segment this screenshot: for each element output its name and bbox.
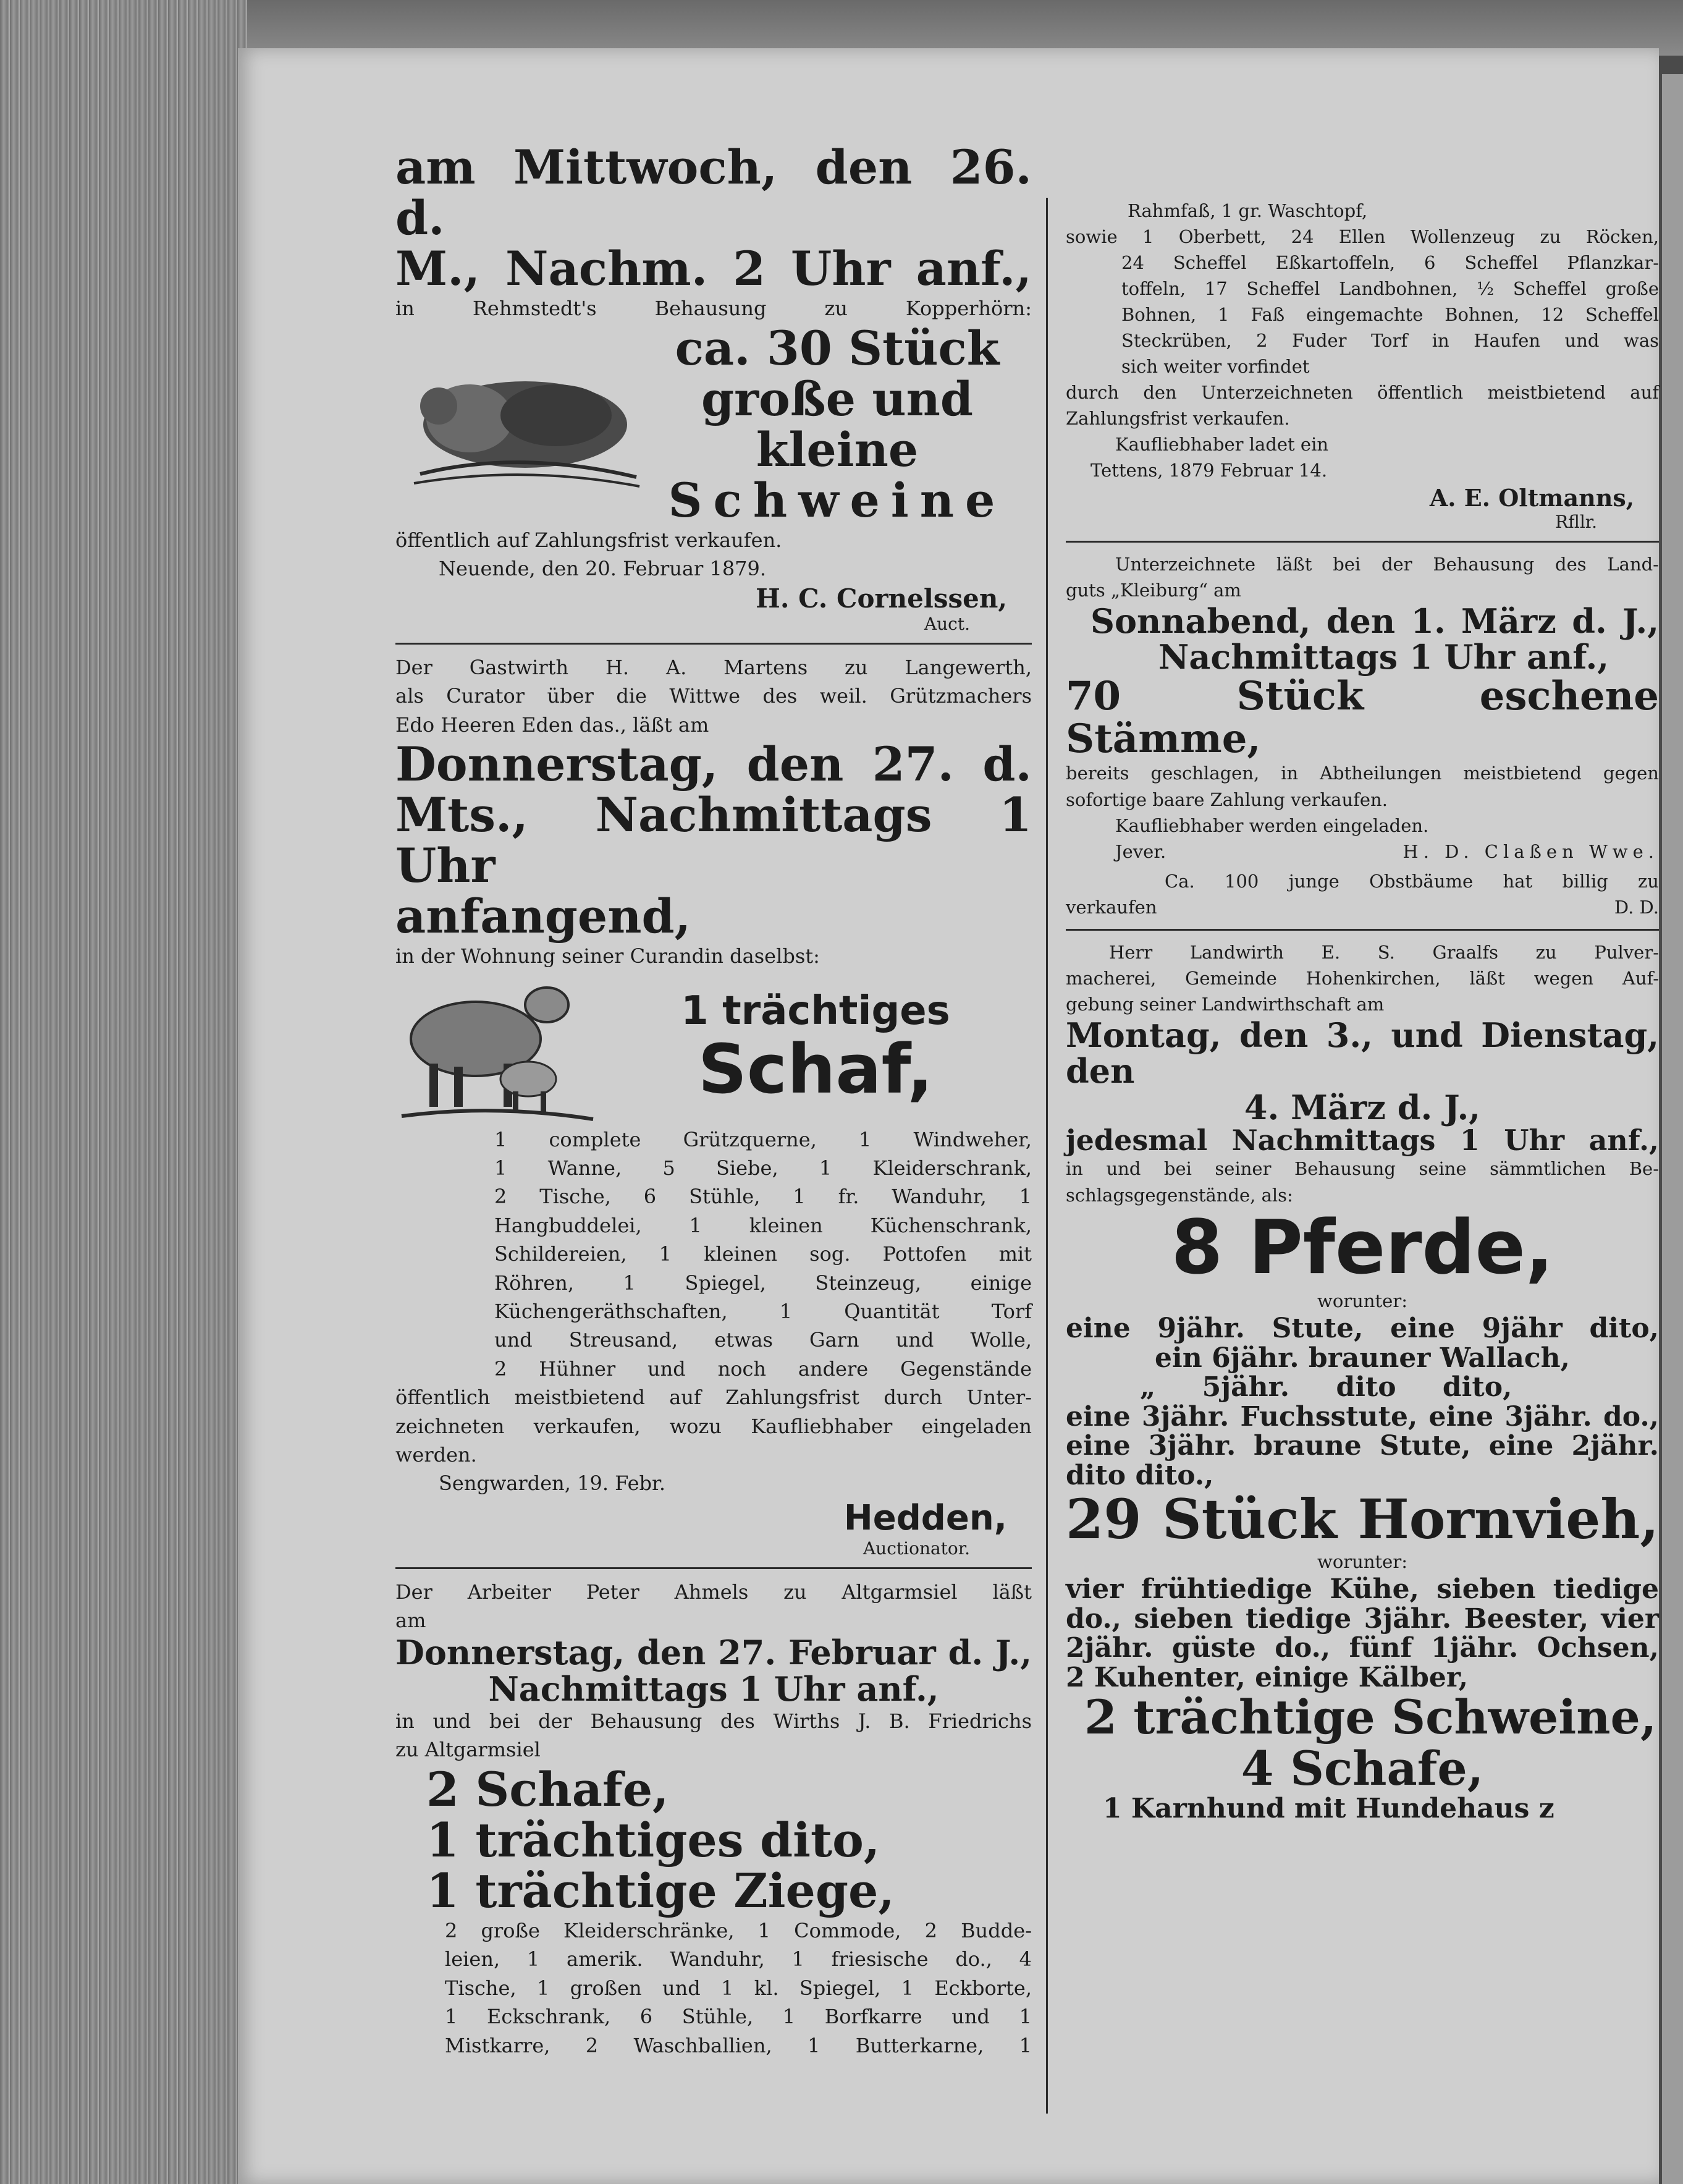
ad-intro: am [395,1609,426,1633]
list-line: Schildereien, 1 kleinen sog. Pottofen mit [494,1242,1032,1266]
ad-closing: zeichneten verkaufen, wozu Kaufliebhaber eingeladen [395,1414,1032,1438]
cattle-line: 2 Kuhenter, einige Kälber, [1066,1661,1469,1693]
ad-footer [1066,894,1659,920]
ad-date-line: am Mittwoch, den 26. d. [395,140,1032,246]
ad-item-pigs: 2 trächtige Schweine, [1084,1690,1657,1745]
list-line: leien, 1 amerik. Wanduhr, 1 friesische do., 4 [445,1947,1032,1971]
ad-intro: als Curator über die Wittwe des weil. Grützmachers [395,684,1032,708]
ad-intro: gebung seiner Landwirthschaft am [1066,993,1385,1015]
ad-classen [1066,551,1659,865]
ad-headline [643,320,1032,528]
ad-item-horses: 8 Pferde, [1171,1204,1554,1291]
ad-item-cattle: 29 Stück Hornvieh, [1066,1487,1659,1552]
ad-line: Ca. 100 junge Obstbäume hat billig zu [1165,870,1659,892]
ad-footer [1066,839,1659,865]
list-line: Hangbuddelei, 1 kleinen Küchenschrank, [494,1213,1032,1237]
ad-item: Schaf, [698,1029,934,1109]
ad-time-line: Nachmittags 1 Uhr anf., [488,1669,939,1709]
ad-time-line: anfangend, [395,889,691,944]
ad-separator [1066,541,1659,543]
ad-location: in und bei seiner Behausung seine sämmtlichen Be- [1066,1158,1659,1180]
ad-item-list [395,1125,1032,1384]
ad-schweine [395,142,1032,634]
ad-item-sheep: 4 Schafe, [1241,1740,1484,1796]
list-line: 1 Eckschrank, 6 Stühle, 1 Borfkarre und 1 [445,2005,1032,2029]
ad-intro: Der Arbeiter Peter Ahmels zu Altgarmsiel läßt [395,1580,1032,1604]
ad-signature: H. D. Claßen Wwe. [1402,840,1659,862]
ad-sale-terms: öffentlich auf Zahlungsfrist verkaufen. [395,528,782,552]
ad-intro: Herr Landwirth E. S. Graalfs zu Pulver- [1109,941,1659,963]
ad-size: große und kleine [701,371,974,477]
ad-time-line: M., Nachm. 2 Uhr anf., [395,241,1032,297]
ad-signature: H. C. Cornelssen, [756,583,1007,614]
ad-line: sich weiter vorfindet [1121,356,1310,378]
ad-line: Kaufliebhaber ladet ein [1115,434,1329,455]
ad-item: 1 trächtiges [681,988,950,1034]
list-line: und Streusand, etwas Garn und Wolle, [494,1328,1032,1352]
ad-line: Rahmfaß, 1 gr. Waschtopf, [1128,200,1368,221]
ad-intro: Der Gastwirth H. A. Martens zu Langewerth, [395,655,1032,679]
ad-separator [395,1567,1032,1569]
list-line: Tische, 1 großen und 1 kl. Spiegel, 1 Eckborte, [445,1976,1032,2000]
ad-invite: Kaufliebhaber werden eingeladen. [1115,815,1429,836]
list-line: Mistkarre, 2 Waschballien, 1 Butterkarne, 1 [445,2033,1032,2057]
ad-closing: öffentlich meistbietend auf Zahlungsfrist durch Unter- [395,1386,1032,1410]
horse-line: „ 5jähr. dito dito, [1140,1371,1512,1403]
ad-intro: Unterzeichnete läßt bei der Behausung des Land- [1115,553,1659,575]
ad-headline [599,988,1032,1109]
ad-among: worunter: [1317,1551,1407,1573]
list-line: 1 Wanne, 5 Siebe, 1 Kleiderschrank, [494,1156,1032,1180]
horse-line: eine 3jähr. braune Stute, eine 2jähr. [1066,1430,1659,1462]
book-page-edges [0,0,247,2184]
ad-signature: Hedden, [843,1497,1007,1538]
horse-line: dito dito., [1066,1459,1214,1491]
ad-closing: werden. [395,1442,477,1467]
ad-separator [395,643,1032,645]
ad-line: sowie 1 Oberbett, 24 Ellen Wollenzeug zu Röcken, [1066,226,1659,248]
ad-location: in und bei der Behausung des Wirths J. B. Friedrichs [395,1709,1032,1733]
ad-time-line: Nachmittags 1 Uhr anf., [1158,637,1609,677]
ad-line: toffeln, 17 Scheffel Landbohnen, ½ Scheffel große [1121,278,1659,300]
ad-date-line: Donnerstag, den 27. Februar d. J., [395,1633,1032,1673]
ad-intro: guts „Kleiburg“ am [1066,579,1241,601]
ad-signature-title: Auctionator. [863,1538,970,1559]
ad-body: sofortige baare Zahlung verkaufen. [1066,789,1388,810]
ad-ahmels [395,1578,1032,2060]
ad-count: ca. 30 Stück [675,320,1000,376]
ad-location: zu Altgarmsiel [395,1738,541,1762]
cattle-line: vier frühtiedige Kühe, sieben tiedige [1066,1573,1659,1606]
ad-among: worunter: [1317,1290,1407,1312]
cattle-line: 2jähr. güste do., fünf 1jähr. Ochsen, [1066,1632,1659,1664]
ad-schaf [395,653,1032,1559]
right-column [1066,198,1659,1823]
ad-date-line: 4. März d. J., [1244,1087,1481,1127]
ad-line: Zahlungsfrist verkaufen. [1066,408,1290,430]
ad-item: 70 Stück eschene Stämme, [1066,673,1659,763]
ad-headline-row [395,320,1032,528]
horse-line: eine 9jähr. Stute, eine 9jähr dito, [1066,1313,1659,1345]
ad-date-line: Montag, den 3., und Dienstag, den [1066,1015,1659,1091]
ad-place-date: Neuende, den 20. Februar 1879. [439,557,767,581]
ad-item: Schweine [668,472,1006,528]
cattle-line: do., sieben tiedige 3jähr. Beester, vier [1066,1602,1659,1635]
ad-location: in Rehmstedt's Behausung zu Kopperhörn: [395,297,1032,321]
ad-line: Steckrüben, 2 Fuder Torf in Haufen und was [1121,330,1659,352]
left-column [395,142,1032,2060]
list-line: 2 Hühner und noch andere Gegenstände [494,1357,1032,1381]
ad-headline-row [395,971,1032,1125]
ad-place-date: Sengwarden, 19. Febr. [439,1471,665,1496]
horse-line: ein 6jähr. brauner Wallach, [1155,1342,1570,1374]
ad-signature: D. D. [1614,896,1659,918]
list-line: 2 Tische, 6 Stühle, 1 fr. Wanduhr, 1 [494,1185,1032,1209]
list-line: 2 große Kleiderschränke, 1 Commode, 2 Budde- [445,1919,1032,1943]
ad-obstbaeume [1066,868,1659,920]
ad-signature-title: Rfllr. [1555,511,1597,532]
ad-body: bereits geschlagen, in Abtheilungen meistbietend gegen [1066,763,1659,784]
ad-line: durch den Unterzeichneten öffentlich meistbietend auf [1066,382,1659,404]
ad-item-list [395,1916,1032,2060]
ad-line: Bohnen, 1 Faß eingemachte Bohnen, 12 Scheffel [1121,304,1659,326]
ad-location: schlagsgegenstände, als: [1066,1184,1293,1206]
ad-signature: A. E. Oltmanns, [1429,483,1634,512]
list-line: 1 complete Grützquerne, 1 Windweher, [494,1127,1032,1151]
ad-item: 2 Schafe, [426,1761,669,1817]
ad-intro: macherei, Gemeinde Hohenkirchen, läßt wegen Auf- [1066,967,1659,989]
horse-line: eine 3jähr. Fuchsstute, eine 3jähr. do., [1066,1400,1659,1433]
ad-last-line: 1 Karnhund mit Hundehaus z [1103,1792,1554,1824]
ad-line: 24 Scheffel Eßkartoffeln, 6 Scheffel Pflanzkar- [1121,252,1659,274]
ad-date-line: Sonnabend, den 1. März d. J., [1090,601,1659,641]
ad-item: 1 trächtiges dito, [426,1812,880,1868]
ad-graalfs [1066,939,1659,1823]
column-divider [1046,198,1048,2114]
pig-illustration [395,357,643,493]
sheep-illustration [395,971,599,1125]
ad-intro: Edo Heeren Eden das., läßt am [395,713,709,737]
ad-date-line: Donnerstag, den 27. d. [395,736,1032,792]
ad-place-date: Tettens, 1879 Februar 14. [1090,460,1328,481]
ad-location: in der Wohnung seiner Curandin daselbst: [395,944,820,968]
ad-line: verkaufen [1066,896,1157,918]
ad-oltmanns [1066,198,1659,532]
ad-item: 1 trächtige Ziege, [426,1863,895,1919]
ad-place: Jever. [1115,840,1166,862]
list-line: Küchengeräthschaften, 1 Quantität Torf [494,1299,1032,1323]
list-line: Röhren, 1 Spiegel, Steinzeug, einige [494,1271,1032,1295]
next-page-edge [1662,74,1683,2184]
ad-signature-title: Auct. [924,613,970,634]
ad-separator [1066,929,1659,931]
ad-time-line: Mts., Nachmittags 1 Uhr [395,787,1032,894]
book-top-edge [0,0,1683,56]
ad-time-line: jedesmal Nachmittags 1 Uhr anf., [1066,1123,1659,1157]
